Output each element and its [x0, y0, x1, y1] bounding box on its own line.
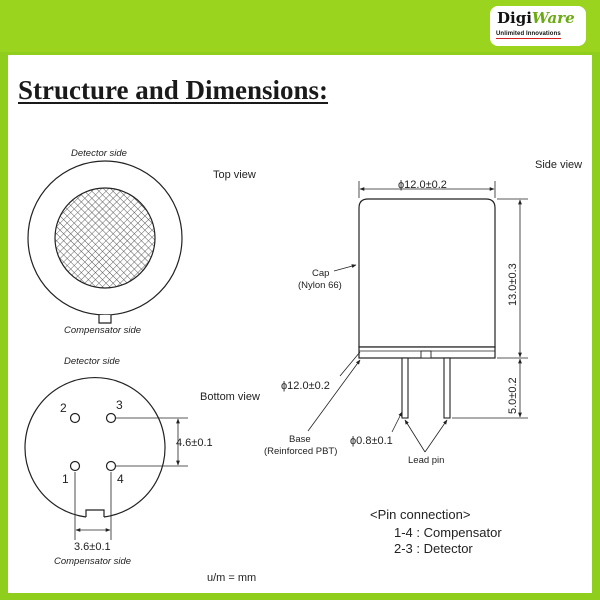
lead-pin-leader	[425, 420, 447, 452]
technical-drawing	[8, 55, 592, 593]
lead-pin-label: Lead pin	[408, 455, 445, 466]
top-detector-side-label: Detector side	[71, 148, 127, 159]
pin-2-label: 2	[60, 401, 67, 415]
cap-label-line1: Cap	[312, 268, 330, 279]
units-note: u/m = mm	[207, 572, 257, 584]
brand-logo[interactable]	[490, 6, 586, 46]
base-key	[421, 351, 431, 358]
brand-tagline: Unlimited Innovations	[496, 31, 561, 37]
lead-diameter-leader	[392, 412, 402, 432]
top-view-notch	[99, 315, 111, 323]
base-label-line2: (Reinforced PBT)	[264, 446, 338, 457]
side-view	[264, 159, 582, 466]
brand-name: DigiWare	[497, 9, 575, 27]
bottom-view-heading: Bottom view	[200, 391, 260, 403]
side-view-heading: Side view	[535, 159, 583, 171]
top-view	[28, 148, 256, 336]
lead-pin-left	[402, 358, 408, 418]
lead-length: 5.0±0.2	[507, 377, 519, 414]
pin-1	[71, 462, 80, 471]
page-title: Structure and Dimensions:	[18, 75, 329, 105]
horizontal-pin-spacing: 3.6±0.1	[74, 541, 111, 553]
sensor-cap	[359, 199, 495, 347]
cap-height: 13.0±0.3	[507, 263, 519, 306]
cap-diameter: ϕ12.0±0.2	[398, 179, 447, 191]
bottom-view	[25, 356, 260, 567]
pin-2	[71, 414, 80, 423]
pin-connection-row-2: 2-3 : Detector	[394, 541, 473, 556]
pin-3-label: 3	[116, 398, 123, 412]
vertical-pin-spacing: 4.6±0.1	[176, 437, 213, 449]
top-compensator-side-label: Compensator side	[64, 325, 142, 336]
top-view-heading: Top view	[213, 169, 256, 181]
pin-connection-row-1: 1-4 : Compensator	[394, 525, 502, 540]
cap-leader	[334, 265, 356, 271]
base-leader	[308, 360, 360, 431]
bottom-compensator-side-label: Compensator side	[54, 556, 132, 567]
content-panel	[8, 55, 592, 593]
pin-connection-title: <Pin connection>	[370, 507, 471, 522]
base-diameter: ϕ12.0±0.2	[281, 380, 330, 392]
pin-1-label: 1	[62, 472, 69, 486]
pin-4-label: 4	[117, 472, 124, 486]
base-label-line1: Base	[289, 434, 311, 445]
bottom-detector-side-label: Detector side	[64, 356, 120, 367]
pin-4	[107, 462, 116, 471]
sensor-mesh	[55, 188, 155, 288]
lead-pin-right	[444, 358, 450, 418]
bottom-view-body	[25, 378, 165, 517]
pin-3	[107, 414, 116, 423]
cap-label-line2: (Nylon 66)	[298, 280, 342, 291]
lead-diameter: ϕ0.8±0.1	[350, 435, 393, 447]
